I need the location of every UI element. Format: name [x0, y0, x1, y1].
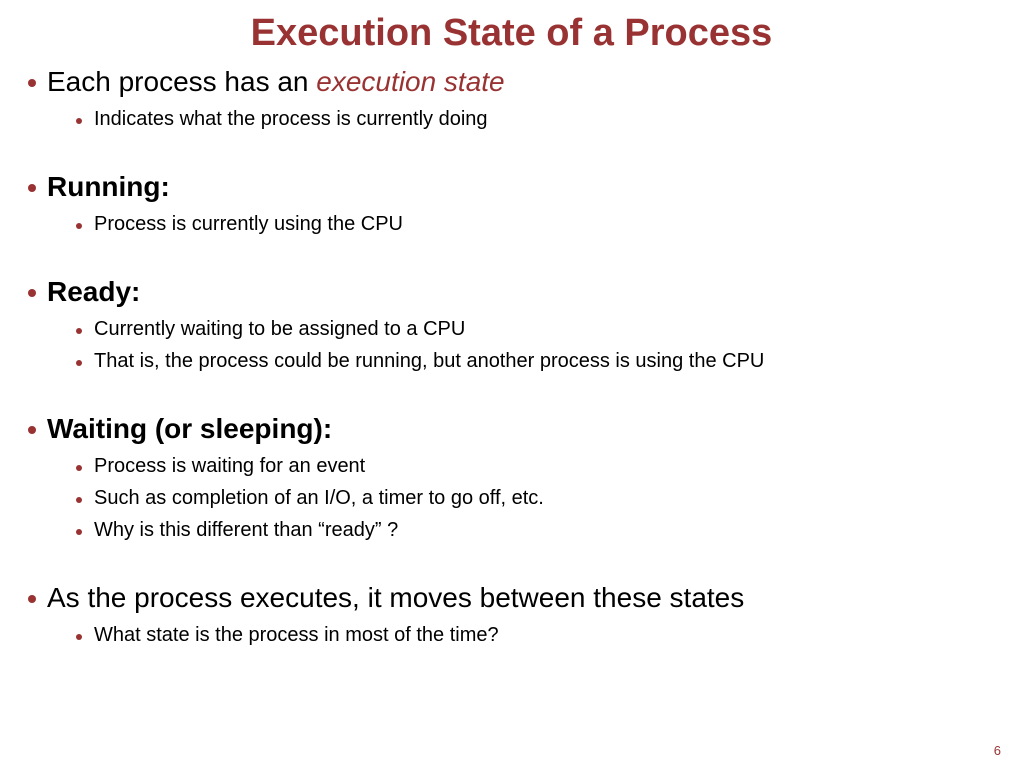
sub-bullet-dot-icon — [76, 529, 82, 535]
bullet-execution-state — [26, 64, 1006, 100]
bullet-dot-icon — [28, 426, 36, 434]
sub-bullet-dot-icon — [76, 497, 82, 503]
bullet-emphasis: execution state — [316, 66, 505, 97]
bullet-dot-icon — [28, 595, 36, 603]
bullet-list — [26, 64, 1006, 685]
sub-bullet-text: Indicates what the process is currently doing — [94, 108, 488, 130]
bullet-text: As the process executes, it moves between these states — [47, 582, 745, 613]
sub-bullet-dot-icon — [76, 118, 82, 124]
bullet-group-running — [26, 169, 1006, 237]
sub-bullet-text: Process is currently using the CPU — [94, 213, 404, 235]
sub-bullet-dot-icon — [76, 328, 82, 334]
bullet-text: Ready: — [47, 276, 141, 307]
bullet-transitions — [26, 580, 1006, 616]
bullet-text: Each process has an — [47, 66, 317, 97]
sub-bullet-dot-icon — [76, 465, 82, 471]
sub-bullet — [74, 517, 1006, 543]
bullet-dot-icon — [28, 79, 36, 87]
bullet-waiting — [26, 411, 1006, 447]
slide-title: Execution State of a Process — [250, 12, 773, 54]
sub-bullet-text: Process is waiting for an event — [94, 455, 366, 477]
bullet-group-ready — [26, 274, 1006, 374]
sub-bullet — [74, 211, 1006, 237]
sub-bullet-text: Such as completion of an I/O, a timer to go off, etc. — [94, 487, 544, 509]
sub-bullet-text: That is, the process could be running, but another process is using the CPU — [94, 350, 765, 372]
bullet-dot-icon — [28, 289, 36, 297]
sub-bullet-dot-icon — [76, 360, 82, 366]
bullet-dot-icon — [28, 184, 36, 192]
bullet-group-waiting — [26, 411, 1006, 543]
sub-bullet — [74, 485, 1006, 511]
sub-bullet-dot-icon — [76, 223, 82, 229]
sub-bullet — [74, 622, 1006, 648]
bullet-group-transitions — [26, 580, 1006, 648]
sub-bullet-text: Currently waiting to be assigned to a CPU — [94, 318, 466, 340]
sub-bullet — [74, 348, 1006, 374]
bullet-text: Waiting (or sleeping): — [47, 413, 333, 444]
sub-bullet-text: Why is this different than “ready” ? — [94, 519, 399, 541]
sub-bullet — [74, 316, 1006, 342]
bullet-group-execution-state — [26, 64, 1006, 132]
bullet-ready — [26, 274, 1006, 310]
sub-bullet — [74, 106, 1006, 132]
bullet-text: Running: — [47, 171, 170, 202]
sub-bullet-dot-icon — [76, 634, 82, 640]
bullet-running — [26, 169, 1006, 205]
sub-bullet-text: What state is the process in most of the time? — [94, 624, 499, 646]
sub-bullet — [74, 453, 1006, 479]
page-number: 6 — [993, 743, 1001, 758]
